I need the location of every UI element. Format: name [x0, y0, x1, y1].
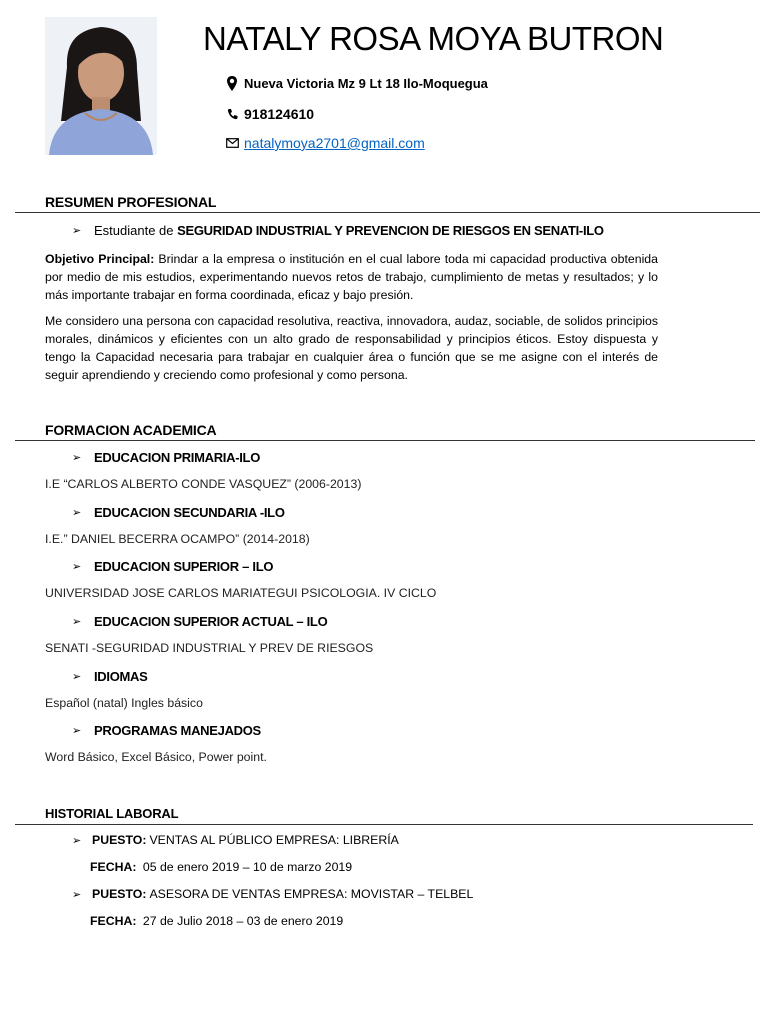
objetivo-paragraph [45, 250, 658, 304]
arrow-bullet-icon: ➢ [72, 452, 82, 464]
job-puesto [72, 887, 473, 901]
puesto-value: VENTAS AL PÚBLICO EMPRESA: LIBRERÍA [149, 833, 399, 847]
career-title: SEGURIDAD INDUSTRIAL Y PREVENCION DE RIESGOS EN SENATI-ILO [177, 223, 604, 238]
objetivo-text: Brindar a la empresa o institución en el cual labore toda mi capacidad productiva obtenida por medio de mis estudios, experimentando nuevos retos de trabajo, cumplimiento de metas y resultados; y lo más importante trabajar en forma coordinada, eficaz y bajo presión. [45, 252, 658, 302]
arrow-bullet-icon: ➢ [72, 616, 82, 628]
fecha-value: 05 de enero 2019 – 10 de marzo 2019 [142, 860, 353, 874]
job-fecha [90, 860, 352, 874]
email-link[interactable]: natalymoya2701@gmail.com [244, 135, 425, 151]
arrow-bullet-icon: ➢ [72, 225, 82, 237]
contact-phone [224, 106, 314, 122]
arrow-bullet-icon: ➢ [72, 561, 82, 573]
arrow-bullet-icon: ➢ [72, 671, 82, 683]
section-divider [15, 212, 760, 213]
location-pin-icon [224, 75, 240, 92]
formacion-heading: ➢ EDUCACION PRIMARIA-ILO [72, 450, 261, 465]
section-divider [15, 824, 753, 825]
contact-address [224, 75, 488, 92]
address-text: Nueva Victoria Mz 9 Lt 18 Ilo-Moquegua [244, 76, 488, 91]
objetivo-label: Objetivo Principal: [45, 252, 155, 266]
job-fecha [90, 914, 343, 928]
formacion-heading: ➢ PROGRAMAS MANEJADOS [72, 723, 261, 738]
bullet-prefix: Estudiante de [94, 223, 178, 238]
resumen-bullet [72, 223, 604, 238]
phone-text: 918124610 [244, 106, 315, 122]
phone-icon [224, 108, 240, 120]
formacion-detail: SENATI -SEGURIDAD INDUSTRIAL Y PREV DE RIESGOS [45, 641, 374, 655]
puesto-value: ASESORA DE VENTAS EMPRESA: MOVISTAR – TELBEL [149, 887, 474, 901]
arrow-bullet-icon: ➢ [72, 507, 82, 519]
candidate-name: NATALY ROSA MOYA BUTRON [203, 20, 664, 57]
fecha-label: FECHA: [90, 914, 137, 928]
envelope-icon [224, 138, 240, 148]
contact-email [224, 135, 425, 151]
formacion-heading: ➢ IDIOMAS [72, 669, 148, 684]
puesto-label: PUESTO: [92, 833, 147, 847]
section-title-resumen: RESUMEN PROFESIONAL [45, 194, 217, 210]
arrow-bullet-icon: ➢ [72, 888, 82, 901]
job-puesto [72, 833, 399, 847]
formacion-detail: I.E “CARLOS ALBERTO CONDE VASQUEZ” (2006-2013) [45, 477, 362, 491]
puesto-label: PUESTO: [92, 887, 147, 901]
profile-photo [45, 17, 157, 155]
formacion-detail: I.E.” DANIEL BECERRA OCAMPO” (2014-2018) [45, 532, 310, 546]
fecha-value: 27 de Julio 2018 – 03 de enero 2019 [142, 914, 344, 928]
section-title-formacion: FORMACION ACADEMICA [45, 422, 217, 438]
section-divider [15, 440, 755, 441]
formacion-heading: ➢ EDUCACION SUPERIOR ACTUAL – ILO [72, 614, 328, 629]
fecha-label: FECHA: [90, 860, 137, 874]
section-title-historial: HISTORIAL LABORAL [45, 806, 179, 821]
arrow-bullet-icon: ➢ [72, 725, 82, 737]
formacion-heading: ➢ EDUCACION SUPERIOR – ILO [72, 559, 274, 574]
arrow-bullet-icon: ➢ [72, 834, 82, 847]
perfil-paragraph: Me considero una persona con capacidad resolutiva, reactiva, innovadora, audaz, sociable, de solidos principios morales, dinámicos y eficientes con un alto grado de responsabilidad y principios éticos. Estoy dispuesta y tengo la Capacidad necesaria para trabajar en cualquier área o función que se me asigne con el interés de seguir aprendiendo y creciendo como profesional y como persona. [45, 314, 658, 382]
formacion-detail: Español (natal) Ingles básico [45, 696, 203, 710]
formacion-detail: UNIVERSIDAD JOSE CARLOS MARIATEGUI PSICOLOGIA. IV CICLO [45, 586, 437, 600]
formacion-heading: ➢ EDUCACION SECUNDARIA -ILO [72, 505, 285, 520]
formacion-detail: Word Básico, Excel Básico, Power point. [45, 750, 267, 764]
